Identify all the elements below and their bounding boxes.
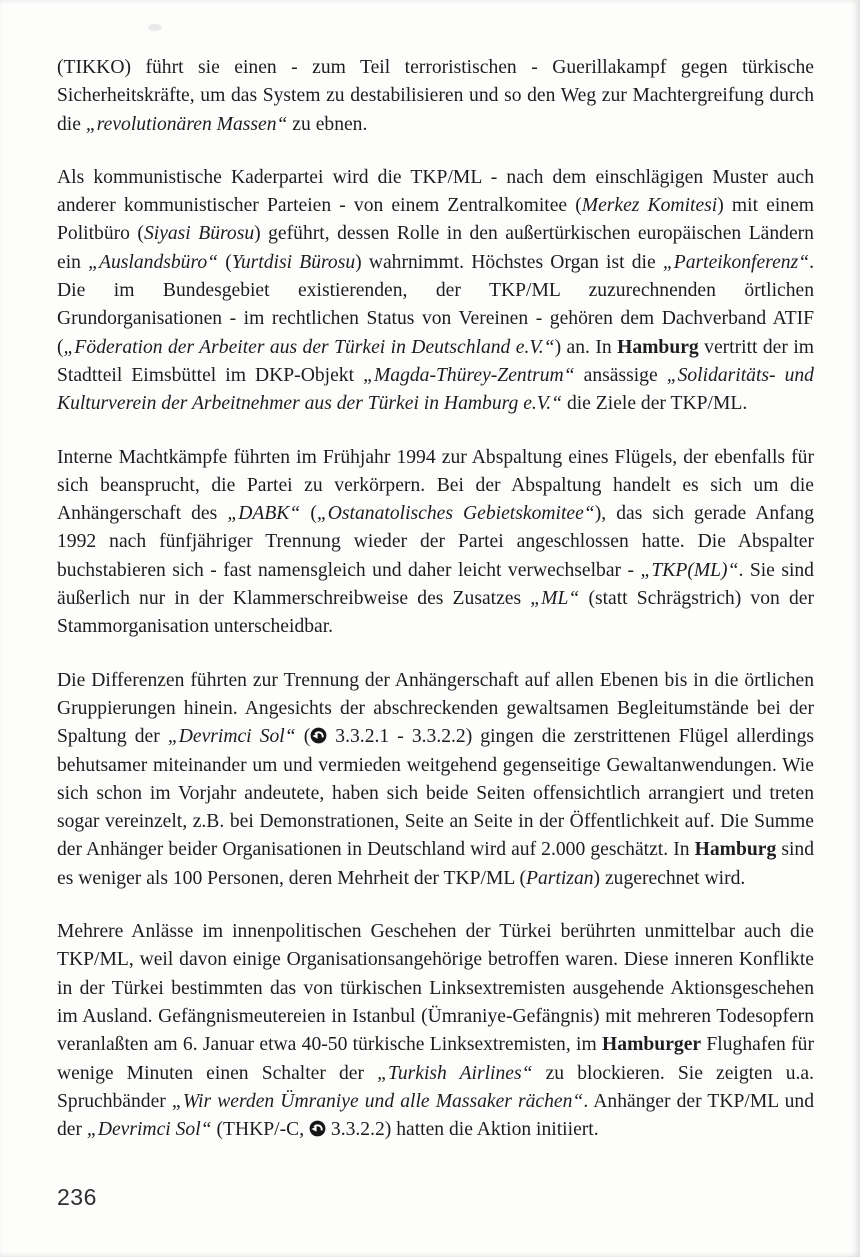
normal-text-run: Flughafen für wenige Minuten einen Schalter der bbox=[57, 1034, 814, 1084]
paragraph-2 bbox=[57, 164, 814, 419]
paragraph-5 bbox=[57, 918, 814, 1144]
paragraph-1 bbox=[57, 54, 814, 139]
italic-text-run: „Wir werden Ümraniye und alle Massaker rächen“ bbox=[171, 1090, 584, 1112]
normal-text-run: vertritt der im Stadtteil Eimsbüttel im DKP-Objekt bbox=[57, 336, 815, 386]
normal-text-run: ) an. In bbox=[554, 336, 618, 358]
normal-text-run: die Ziele der TKP/ML. bbox=[562, 393, 748, 415]
italic-text-run: Merkez Komitesi bbox=[581, 195, 718, 217]
italic-text-run: „ML“ bbox=[530, 588, 580, 610]
normal-text-run: . Anhänger der TKP/ML und der bbox=[57, 1090, 814, 1141]
normal-text-run: ( bbox=[218, 251, 232, 273]
italic-text-run: „Turkish Airlines“ bbox=[377, 1062, 533, 1084]
paragraph-4 bbox=[57, 667, 814, 893]
italic-text-run: „DABK“ bbox=[227, 503, 301, 525]
normal-text-run: ) mit einem Politbüro ( bbox=[57, 195, 815, 245]
normal-text-run: Mehrere Anlässe im innenpolitischen Geschehen der Türkei berührten unmittelbar auch die TKP/ML, weil davon einige Organisationsangehörige betroffen waren. Diese inneren Konflikte in der Türkei bestimmten das von türkischen Linksextremisten ausgehende Aktionsgeschehen im Ausland. Gefängnismeutereien in Istanbul (Ümraniye-Gefängnis) mit mehreren Todesopfern veranlaßten am 6. Januar etwa 40-50 türkische Linksextremisten, im bbox=[57, 921, 814, 1056]
normal-text-run: ansässige bbox=[574, 364, 667, 386]
bold-text-run: Hamburger bbox=[602, 1034, 702, 1056]
italic-text-run: „Magda-Thürey-Zentrum“ bbox=[363, 364, 575, 386]
normal-text-run: 3.3.2.2) hatten die Aktion initiiert. bbox=[326, 1119, 599, 1141]
normal-text-run: Als kommunistische Kaderpartei wird die TKP/ML - nach dem einschlägigen Muster auch anderer kommunistischer Parteien - von einem Zentralkomitee ( bbox=[57, 166, 814, 217]
bold-text-run: Hamburg bbox=[694, 839, 777, 861]
normal-text-run: . Die im Bundesgebiet existierenden, der TKP/ML zuzurechnenden örtlichen Grundorganisationen - im rechtlichen Status von Vereinen - gehören dem Dachverband ATIF ( bbox=[57, 251, 814, 358]
bold-text-run: Hamburg bbox=[617, 336, 699, 358]
normal-text-run: . Sie sind äußerlich nur in der Klammerschreibweise des Zusatzes bbox=[57, 559, 814, 610]
normal-text-run: ) wahrnimmt. Höchstes Organ ist die bbox=[355, 251, 663, 273]
italic-text-run: „Föderation der Arbeiter aus der Türkei in Deutschland e.V.“ bbox=[63, 336, 555, 358]
scan-artifact bbox=[148, 24, 162, 31]
normal-text-run: Interne Machtkämpfe führten im Frühjahr 1994 zur Abspaltung eines Flügels, der ebenfalls für sich beansprucht, die Partei zu verkörpern. Bei der Abspaltung handelt es sich um die Anhängerschaft des bbox=[57, 446, 814, 525]
italic-text-run: „Devrimci Sol“ bbox=[86, 1119, 212, 1141]
normal-text-run: zu blockieren. Sie zeigten u.a. Spruchbänder bbox=[57, 1062, 814, 1112]
italic-text-run: Siyasi Bürosu bbox=[143, 223, 255, 245]
normal-text-run: sind es weniger als 100 Personen, deren Mehrheit der TKP/ML ( bbox=[57, 839, 814, 889]
document-body bbox=[57, 54, 814, 1169]
cross-reference-icon bbox=[310, 727, 327, 744]
paragraph-3 bbox=[57, 444, 814, 642]
page-number: 236 bbox=[57, 1184, 97, 1210]
italic-text-run: „Auslandsbüro“ bbox=[88, 251, 219, 273]
italic-text-run: „Solidaritäts- und Kulturverein der Arbeitnehmer aus der Türkei in Hamburg e.V.“ bbox=[57, 364, 814, 415]
normal-text-run: ), das sich gerade Anfang 1992 nach fünfjähriger Trennung wieder der Partei angeschlossen hatte. Die Abspalter buchstabieren sich - fast namensgleich und daher leicht verwechselbar - bbox=[57, 503, 814, 581]
normal-text-run: ) zugerechnet wird. bbox=[593, 867, 746, 889]
cross-reference-icon bbox=[309, 1120, 326, 1137]
italic-text-run: Partizan bbox=[526, 867, 594, 889]
normal-text-run: zu ebnen. bbox=[287, 113, 368, 135]
italic-text-run: Yurtdisi Bürosu bbox=[231, 251, 356, 273]
normal-text-run: (THKP/-C, bbox=[211, 1119, 309, 1141]
normal-text-run: 3.3.2.1 - 3.3.2.2) gingen die zerstrittenen Flügel allerdings behutsamer miteinander um und vermieden weitgehend gegenseitige Gewaltanwendungen. Wie sich schon im Vorjahr andeutete, haben sich beide Seiten offensichtlich arrangiert und treten sogar vereinzelt, z.B. bei Demonstrationen, Seite an Seite in der Öffentlichkeit auf. Die Summe der Anhänger beider Organisationen in Deutschland wird auf 2.000 geschätzt. In bbox=[57, 726, 814, 861]
italic-text-run: „revolutionären Massen“ bbox=[85, 113, 288, 135]
normal-text-run: ( bbox=[300, 503, 317, 525]
italic-text-run: „Devrimci Sol“ bbox=[167, 726, 296, 748]
normal-text-run: Die Differenzen führten zur Trennung der Anhängerschaft auf allen Ebenen bis in die örtlichen Gruppierungen hinein. Angesichts der abschreckenden gewaltsamen Begleitumstände bei der Spaltung der bbox=[57, 669, 814, 748]
italic-text-run: „Ostanatolisches Gebietskomitee“ bbox=[316, 503, 595, 525]
italic-text-run: „Parteikonferenz“ bbox=[662, 251, 810, 273]
italic-text-run: „TKP(ML)“ bbox=[640, 559, 739, 581]
normal-text-run: (statt Schrägstrich) von der Stammorganisation unterscheidbar. bbox=[57, 588, 814, 638]
normal-text-run: ) geführt, dessen Rolle in den außertürkischen europäischen Ländern ein bbox=[57, 223, 814, 273]
normal-text-run: (TIKKO) führt sie einen - zum Teil terroristischen - Guerillakampf gegen türkische Sicherheitskräfte, um das System zu destabilisieren und so den Weg zur Machtergreifung durch die bbox=[57, 57, 814, 135]
normal-text-run: ( bbox=[295, 726, 311, 748]
